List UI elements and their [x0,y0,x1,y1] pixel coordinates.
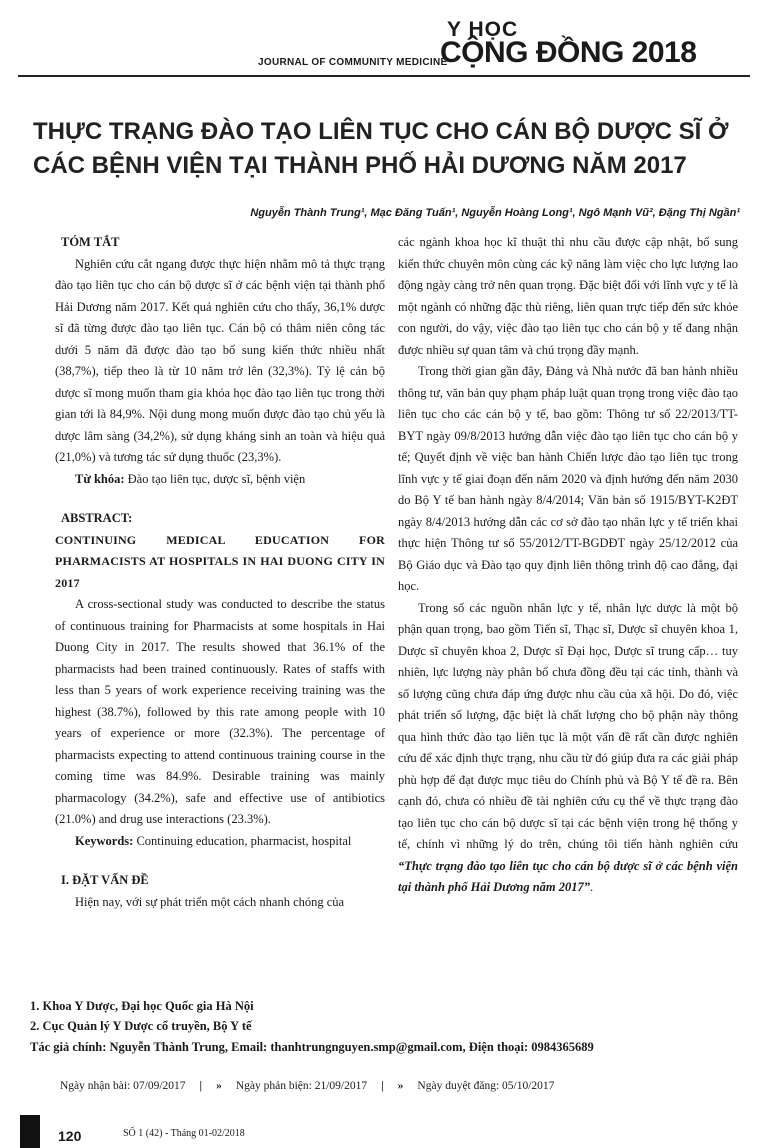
summary-heading: TÓM TẮT [61,235,120,249]
date-separator-bar: | [381,1080,384,1092]
header-divider [18,75,750,77]
footer-marker [20,1115,40,1148]
abstract-body: A cross-sectional study was conducted to describe the status of continuous training for Pharmacists at some hospitals in Hai Duong City in 2017. The results showed that 36.1% of the pharmacists had been trained continuously. Rates of staffs with less than 5 years of work experience receiving training was the highest (38.7%), followed by this rate among people with 10 years of experience or more (32.3%). The percentage of pharmacists expecting to attend continuous training course in the coming time was 84.9%. Desirable training was mainly pharmacology (34.2%), safe and effective use of antibiotics (21.0%) and drug use interactions (23.3%). [55,597,385,826]
article-dates [60,1080,750,1092]
study-title-quote: “Thực trạng đào tạo liên tục cho cán bộ dược sĩ ở các bệnh viện tại thành phố Hải Dương năm 2017” [398,858,738,894]
date-separator-arrow: » [397,1080,404,1092]
author-list: Nguyễn Thành Trung¹, Mạc Đăng Tuấn¹, Nguyễn Hoàng Long¹, Ngô Mạnh Vũ², Đặng Thị Ngần¹ [250,207,740,219]
vn-keywords [55,469,385,491]
issue-info: SỐ 1 (42) - Tháng 01-02/2018 [123,1128,245,1139]
title-line-2: CÁC BỆNH VIỆN TẠI THÀNH PHỐ HẢI DƯƠNG NĂM 2017 [33,152,687,179]
summary-body: Nghiên cứu cắt ngang được thực hiện nhằm mô tả thực trạng đào tạo liên tục cho cán bộ dược sĩ ở các bệnh viện tại thành phố Hải Dương năm 2017. Kết quả nghiên cứu cho thấy, 36,1% dược sĩ đã từng được đào tạo liên tục. Cán bộ có thâm niên công tác dưới 5 năm đã được đào tạo bổ sung kiến thức nhiều nhất (38,7%), tiếp theo là từ 10 năm trở lên (32,3%). Tỷ lệ cán bộ dược sĩ mong muốn tham gia khóa học đào tạo liên tục trong thời gian tới là 84,9%. Nội dung mong muốn được đào tạo chủ yếu là dược lâm sàng (34,2%), sử dụng kháng sinh an toàn và hiệu quả (21,0%) và tương tác sử dụng thuốc (23,3%). [55,256,385,464]
affiliation-1: 1. Khoa Y Dược, Đại học Quốc gia Hà Nội [30,999,254,1013]
intro-paragraph-1: các ngành khoa học kĩ thuật thì nhu cầu được cập nhật, bổ sung kiến thức chuyên môn cùng các kỹ năng làm việc cho lực lượng lao động ngày càng trở nên quan trọng. Đặc biệt đối với lĩnh vực y tế là một ngành có những đặc thù riêng, liên quan trực tiếp đến sức khỏe con người, do vậy, việc đào tạo liên tục cho cán bộ y tế đang nhận được nhiều sự quan tâm và chú trọng đầy mạnh. [398,235,738,357]
journal-name-en: JOURNAL OF COMMUNITY MEDICINE [258,57,448,68]
abstract-heading: ABSTRACT: [61,511,133,525]
date-separator-bar: | [199,1080,203,1092]
abstract-title: CONTINUING MEDICAL EDUCATION FOR PHARMACISTS AT HOSPITALS IN HAI DUONG CITY IN 2017 [55,532,385,590]
corresponding-author: Tác giả chính: Nguyễn Thành Trung, Email: thanhtrungnguyen.smp@gmail.com, Điện thoại: 0984365689 [30,1040,594,1054]
intro-paragraph-2: Trong thời gian gần đây, Đảng và Nhà nước đã ban hành nhiều thông tư, văn bản quy phạm pháp luật quan trọng trong việc đào tạo liên tục cho các cán bộ y tế, bao gồm: Thông tư số 22/2013/TT-BYT ngày 09/8/2013 hướng dẫn việc đào tạo liên tục cho cán bộ y tế; Quyết định về việc ban hành Chiến lược đào tạo liên tục trong lĩnh vực y tế giai đoạn đến năm 2020 và định hướng đến năm 2030 do Bộ Y tế ban hành ngày 8/4/2014; Văn bản số 1915/BYT-K2ĐT ngày 8/4/2013 hướng dẫn các cơ sở đào tạo nhân lực y tế triển khai thực hiện Thông tư số 55/2012/TT-BGDĐT ngày 25/12/2012 của Bộ Giáo dục và Đào tạo quy định liên thông trình độ cao đẳng, đại học. [398,364,738,593]
article-title [33,115,753,183]
date-separator-arrow: » [216,1080,222,1092]
affiliation-2: 2. Cục Quản lý Y Dược cổ truyền, Bộ Y tế [30,1019,252,1033]
vn-keywords-label: Từ khóa: [75,471,125,486]
en-keywords [55,831,385,853]
en-keywords-label: Keywords: [75,833,134,848]
section-1-heading: I. ĐẶT VẤN ĐỀ [61,873,149,887]
date-reviewed: Ngày phản biện: 21/09/2017 [235,1080,368,1092]
date-accepted: Ngày duyệt đăng: 05/10/2017 [417,1080,555,1092]
intro-paragraph-3-end: . [590,880,594,894]
en-keywords-value: Continuing education, pharmacist, hospital [133,833,352,848]
journal-logo-congdong: CỘNG ĐỒNG 2018 [440,36,697,69]
page-number: 120 [58,1128,82,1144]
title-line-1: THỰC TRẠNG ĐÀO TẠO LIÊN TỤC CHO CÁN BỘ DƯỢC SĨ Ở [33,118,729,145]
right-column [398,232,738,899]
section-1-body: Hiện nay, với sự phát triển một cách nhanh chóng của [75,894,345,909]
left-column [55,232,385,913]
vn-keywords-value: Đào tạo liên tục, dược sĩ, bệnh viện [124,471,306,486]
intro-paragraph-3 [398,598,738,899]
date-received: Ngày nhận bài: 07/09/2017 [60,1080,186,1092]
intro-paragraph-3-text: Trong số các nguồn nhân lực y tế, nhân lực dược là một bộ phận quan trọng, bao gồm Tiến sĩ, Thạc sĩ, Dược sĩ chuyên khoa 1, Dược sĩ chuyên khoa 2, Dược sĩ Đại học, Dược sĩ trung cấp… tuy nhiên, lực lượng này phân bố chưa đồng đều tại các tỉnh, thành và số lượng cũng chưa đáp ứng được nhu cầu của xã hội. Do đó, việc phát triển số lượng, đặc biệt là chất lượng cho bộ phận này thông qua hình thức đào tạo liên tục là một vấn đề rất cần được nghiên cứu để xác định thực trạng, nhu cầu từ đó giúp đưa ra các giải pháp phù hợp để đạt được mục tiêu do Chính phủ và Bộ Y tế đề ra. Bên cạnh đó, chưa có nhiều đề tài nghiên cứu cụ thể về thực trạng đào tạo liên tục cho cán bộ dược sĩ tại các bệnh viện trong hệ thống y tế, chính vì những lý do trên, chúng tôi tiến hành nghiên cứu [398,600,738,851]
journal-logo-yhoc: Y HỌC [447,18,519,41]
